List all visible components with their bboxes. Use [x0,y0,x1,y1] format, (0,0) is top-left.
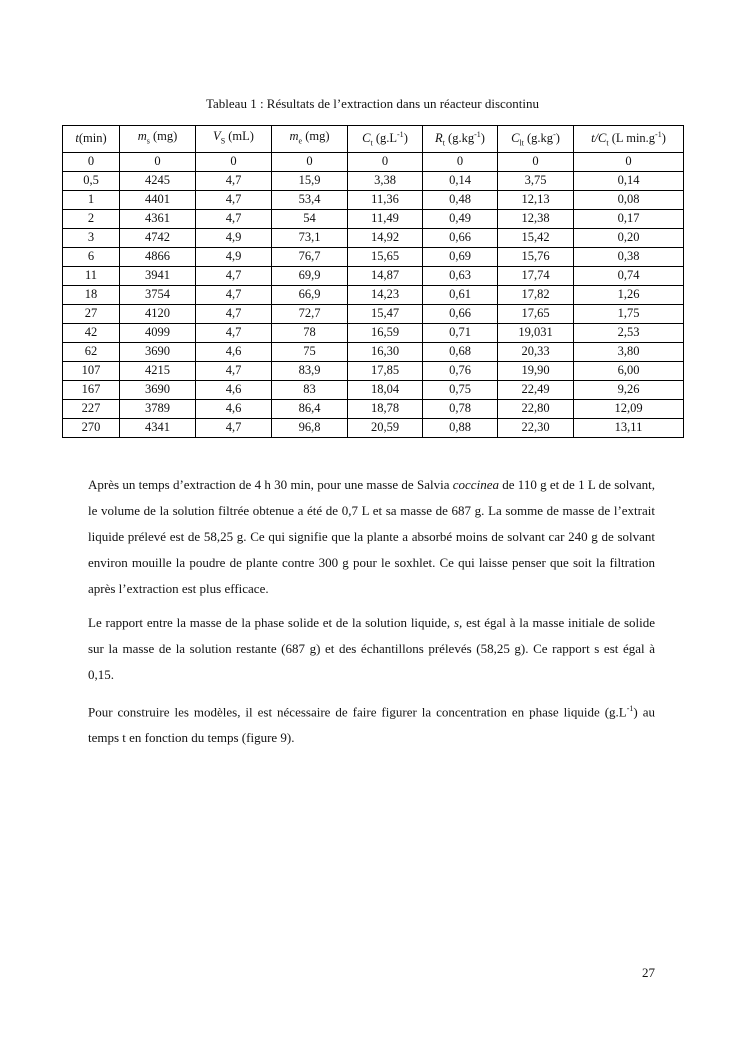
table-cell: 4,7 [196,266,272,285]
table-cell: 20,33 [498,342,574,361]
table-cell: 0,78 [423,399,498,418]
table-cell: 227 [63,399,120,418]
table-cell: 0,66 [423,304,498,323]
table-cell: 4,7 [196,304,272,323]
table-cell: 11 [63,266,120,285]
table-cell: 53,4 [272,190,348,209]
table-cell: 4120 [120,304,196,323]
table-cell: 19,90 [498,361,574,380]
table-row [63,285,684,304]
table-cell: 4,7 [196,209,272,228]
table-cell: 4341 [120,418,196,437]
table-cell: 4245 [120,171,196,190]
body-text [88,472,655,759]
table-cell: 0,69 [423,247,498,266]
table-cell: 73,1 [272,228,348,247]
table-cell: 4099 [120,323,196,342]
table-row [63,323,684,342]
table-cell: 270 [63,418,120,437]
table-cell: 3941 [120,266,196,285]
table-cell: 0,76 [423,361,498,380]
column-header: $m_e$ (mg) [272,126,348,153]
table-cell: 14,92 [348,228,423,247]
table-cell: 22,80 [498,399,574,418]
table-cell: 20,59 [348,418,423,437]
paragraph-3: Pour construire les modèles, il est nécessaire de faire figurer la concentration en phase liquide $(g.L^{-1})$ au temps t en fonction du temps (figure 9). [88,704,655,746]
table-cell: 4,7 [196,418,272,437]
table-cell: 0 [120,152,196,171]
table-row [63,380,684,399]
table-cell: 27 [63,304,120,323]
table-cell: 4361 [120,209,196,228]
table-cell: 14,87 [348,266,423,285]
table-cell: 15,76 [498,247,574,266]
table-row [63,190,684,209]
table-cell: 0,48 [423,190,498,209]
table-cell: 6 [63,247,120,266]
table-body [63,152,684,437]
table-cell: 69,9 [272,266,348,285]
table-cell: 15,65 [348,247,423,266]
table-cell: 12,09 [574,399,684,418]
table-cell: 12,38 [498,209,574,228]
table-cell: 17,85 [348,361,423,380]
table-cell: 0,20 [574,228,684,247]
table-cell: 4,9 [196,228,272,247]
table-cell: 12,13 [498,190,574,209]
table-cell: 1,26 [574,285,684,304]
table-cell: 72,7 [272,304,348,323]
table-row [63,228,684,247]
table-cell: 6,00 [574,361,684,380]
table-cell: 75 [272,342,348,361]
table-cell: 0,71 [423,323,498,342]
table-cell: 16,59 [348,323,423,342]
column-header: $V_S$ (mL) [196,126,272,153]
table-row [63,171,684,190]
table-cell: 0 [63,152,120,171]
table-cell: 4,7 [196,323,272,342]
table-cell: 1 [63,190,120,209]
table-cell: 4,6 [196,399,272,418]
table-cell: 16,30 [348,342,423,361]
table-cell: 0,66 [423,228,498,247]
table-cell: 9,26 [574,380,684,399]
table-row [63,418,684,437]
table-cell: 4,7 [196,190,272,209]
table-cell: 0,17 [574,209,684,228]
table-cell: 0,38 [574,247,684,266]
table-cell: 0,61 [423,285,498,304]
table-caption: Tableau 1 : Résultats de l’extraction dans un réacteur discontinu [205,96,539,111]
column-header: $C_t$ $(g.L^{-1})$ [348,126,423,153]
table-cell: 0,08 [574,190,684,209]
table-cell: 3,38 [348,171,423,190]
table-cell: 0,5 [63,171,120,190]
table-row [63,209,684,228]
table-row [63,247,684,266]
table-cell: 0,14 [423,171,498,190]
table-cell: 83,9 [272,361,348,380]
table-cell: 11,49 [348,209,423,228]
table-cell: 4,6 [196,342,272,361]
table-cell: 76,7 [272,247,348,266]
table-cell: 0,75 [423,380,498,399]
table-cell: 15,42 [498,228,574,247]
table-cell: 4,6 [196,380,272,399]
table-cell: 66,9 [272,285,348,304]
table-cell: 3690 [120,380,196,399]
table-cell: 2 [63,209,120,228]
table-cell: 11,36 [348,190,423,209]
table-cell: 78 [272,323,348,342]
table-cell: 0,68 [423,342,498,361]
table-cell: 22,49 [498,380,574,399]
table-row [63,342,684,361]
table-cell: 18,04 [348,380,423,399]
table-header-row [63,126,684,153]
table-cell: 3,75 [498,171,574,190]
paragraph-1: Après un temps d’extraction de 4 h 30 min, pour une masse de Salvia coccinea de 110 g et de 1 L de solvant, le volume de la solution filtrée obtenue a été de 0,7 L et sa masse de 687 g. La somme de masse de l’extrait liquide prélevé est de 58,25 g. Ce qui signifie que la plante a absorbé moins de solvant car 240 g de solvant environ mouille la poudre de plante contre 300 g pour le soxhlet. Ce qui laisse penser que soit la filtration après l’extraction est plus efficace. [88,477,655,596]
table-cell: 18,78 [348,399,423,418]
table-cell: 0,49 [423,209,498,228]
table-cell: 0,14 [574,171,684,190]
table-cell: 0,74 [574,266,684,285]
table-cell: 167 [63,380,120,399]
table-cell: 4,7 [196,361,272,380]
table-cell: 4401 [120,190,196,209]
table-row [63,361,684,380]
table-cell: 54 [272,209,348,228]
table-cell: 1,75 [574,304,684,323]
table-cell: 22,30 [498,418,574,437]
column-header: $t/C_t$ (L $\min.g^{-1}$) [574,126,684,153]
table-cell: 3789 [120,399,196,418]
table-cell: 86,4 [272,399,348,418]
table-cell: 14,23 [348,285,423,304]
table-row [63,152,684,171]
table-row [63,399,684,418]
table-cell: 83 [272,380,348,399]
paragraph-2: Le rapport entre la masse de la phase solide et de la solution liquide, s, est égal à la masse initiale de solide sur la masse de la solution restante (687 g) et des échantillons prélevés (58,25 g). Ce rapport s est égal à 0,15. [88,615,655,682]
column-header: $C_{lt}$ (g.kg-) [498,126,574,153]
table-cell: 3754 [120,285,196,304]
table-cell: 4,7 [196,171,272,190]
table-cell: 0 [574,152,684,171]
table-cell: 17,74 [498,266,574,285]
table-cell: 4,7 [196,285,272,304]
table-cell: 0 [498,152,574,171]
table-row [63,304,684,323]
table-cell: 4742 [120,228,196,247]
table-cell: 4215 [120,361,196,380]
table-cell: 17,82 [498,285,574,304]
table-cell: 19,031 [498,323,574,342]
table-cell: 17,65 [498,304,574,323]
column-header: t(min) [63,126,120,153]
table-cell: 0 [348,152,423,171]
table-cell: 0 [272,152,348,171]
table-row [63,266,684,285]
table-cell: 62 [63,342,120,361]
table-cell: 0 [423,152,498,171]
table-cell: 18 [63,285,120,304]
table-cell: 13,11 [574,418,684,437]
column-header: $R_t$ $(g.kg^{-1})$ [423,126,498,153]
results-table [62,125,684,438]
table-cell: 2,53 [574,323,684,342]
table-cell: 3,80 [574,342,684,361]
page-number: 27 [642,965,655,980]
table-cell: 42 [63,323,120,342]
table-cell: 0,63 [423,266,498,285]
table-cell: 3 [63,228,120,247]
table-cell: 15,47 [348,304,423,323]
table-cell: 4866 [120,247,196,266]
table-cell: 0,88 [423,418,498,437]
table-cell: 3690 [120,342,196,361]
table-cell: 4,9 [196,247,272,266]
table-cell: 96,8 [272,418,348,437]
table-cell: 107 [63,361,120,380]
table-cell: 15,9 [272,171,348,190]
table-cell: 0 [196,152,272,171]
column-header: $m_s$ (mg) [120,126,196,153]
